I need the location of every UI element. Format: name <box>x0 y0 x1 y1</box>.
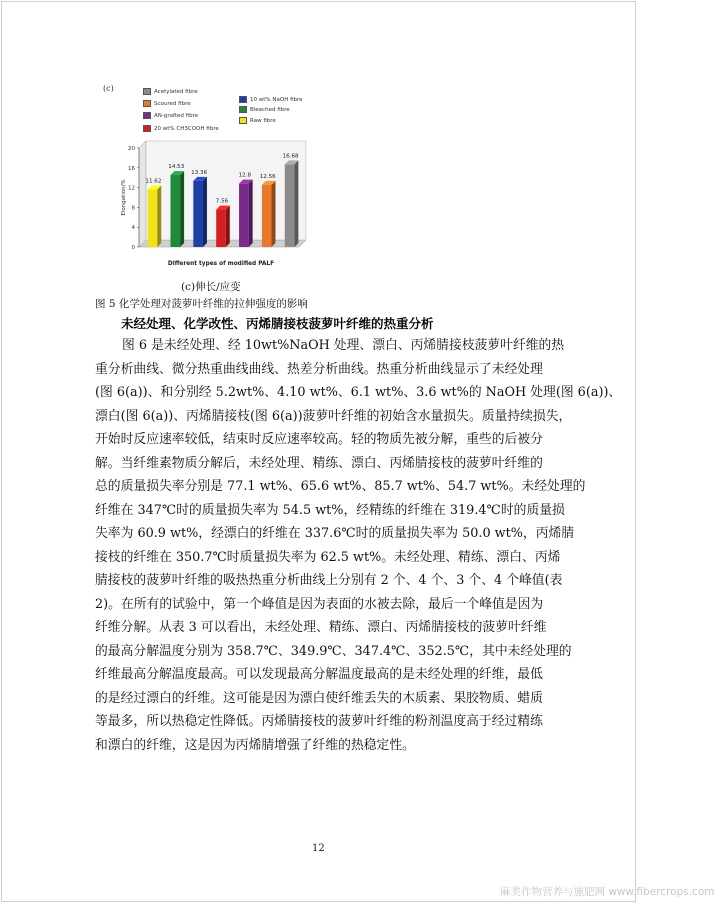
body-paragraph <box>95 334 622 757</box>
y-tick-label: 16 <box>128 165 135 172</box>
bar-value-label: 12.56 <box>259 173 276 180</box>
paragraph-line: 纤维分解。从表 3 可以看出，未经处理、精练、漂白、丙烯腈接枝的菠萝叶纤维 <box>95 620 547 635</box>
y-tick-label: 20 <box>128 146 135 152</box>
paragraph-line: 开始时反应速率较低，结束时反应速率较高。轻的物质先被分解，重些的后被分 <box>95 432 543 447</box>
bar-side <box>226 206 230 247</box>
paragraph-line: 的是经过漂白的纤维。这可能是因为漂白使纤维丢失的木质素、果胶物质、蜡质 <box>95 690 543 706</box>
bar-side <box>272 181 276 247</box>
figure-caption: 图 5 化学处理对菠萝叶纤维的拉伸强度的影响 <box>95 298 308 310</box>
legend-label: Raw fibre <box>250 117 276 124</box>
paragraph-line: 接枝的纤维在 350.7℃时质量损失率为 62.5 wt%。未经处理、精练、漂白、丙烯 <box>95 549 561 565</box>
y-tick-label: 0 <box>131 245 135 251</box>
elongation-bar-chart <box>103 84 323 274</box>
bar <box>239 184 249 247</box>
bar-value-label: 14.53 <box>168 164 185 171</box>
bar-value-label: 16.68 <box>282 153 299 160</box>
page-number: 12 <box>312 843 325 854</box>
paragraph-line: (图 6(a))、和分别经 5.2wt%、4.10 wt%、6.1 wt%、3.6 wt%的 NaOH 处理(图 6(a))、 <box>95 385 622 400</box>
y-tick-label: 12 <box>128 185 135 192</box>
y-tick-label: 4 <box>131 225 135 232</box>
bar-side <box>157 185 161 247</box>
paragraph-line: 纤维最高分解温度最高。可以发现最高分解温度最高的是未经处理的纤维，最低 <box>95 667 543 682</box>
bar-side <box>249 180 253 247</box>
paragraph-line: 图 6 是未经处理、经 10wt%NaOH 处理、漂白、丙烯腈接枝菠萝叶纤维的热 <box>122 338 565 353</box>
paragraph-line: 的最高分解温度分别为 358.7℃、349.9℃、347.4℃、352.5℃，其中未经处理的 <box>95 643 572 659</box>
bar-value-label: 13.36 <box>191 169 208 176</box>
legend-label: 10 wt% NaOH fibre <box>250 96 303 103</box>
paragraph-line: 纤维在 347℃时的质量损失率为 54.5 wt%，经精练的纤维在 319.4℃时的质量损 <box>95 502 565 518</box>
bar-side <box>180 171 184 247</box>
bar <box>193 181 203 247</box>
y-tick-label: 8 <box>131 205 135 212</box>
section-heading: 未经处理、化学改性、丙烯腈接枝菠萝叶纤维的热重分析 <box>121 316 434 331</box>
paragraph-line: 等最多，所以热稳定性降低。丙烯腈接枝的菠萝叶纤维的粉剂温度高于经过精练 <box>95 714 543 729</box>
paragraph-line: 重分析曲线、微分热重曲线曲线、热差分析曲线。热重分析曲线显示了未经处理 <box>95 361 543 377</box>
x-axis-label: Different types of modified PALF <box>167 261 275 267</box>
bar-value-label: 11.62 <box>145 178 162 185</box>
y-axis-label: Elongation/% <box>121 179 127 216</box>
paragraph-line: 总的质量损失率分别是 77.1 wt%、65.6 wt%、85.7 wt%、54.7 wt%。未经处理的 <box>95 479 586 494</box>
bar-side <box>294 160 298 247</box>
legend-label: Scoured fibre <box>154 100 191 107</box>
bar-value-label: 7.56 <box>215 198 229 205</box>
bar <box>285 164 295 247</box>
paragraph-line: 解。当纤维素物质分解后，未经处理、精练、漂白、丙烯腈接枝的菠萝叶纤维的 <box>95 455 543 471</box>
paragraph-line: 腈接枝的菠萝叶纤维的吸热热重分析曲线上分别有 2 个、4 个、3 个、4 个峰值(表 <box>95 573 563 588</box>
site-watermark: 麻类作物营养与施肥网 www.fibercrops.com <box>500 886 714 898</box>
legend-label: Bleached fibre <box>250 106 290 113</box>
legend-label: AN-grafted fibre <box>154 112 199 119</box>
legend-label: Acetylated fibre <box>154 88 198 95</box>
paragraph-line: 和漂白的纤维，这是因为丙烯腈增强了纤维的热稳定性。 <box>95 737 415 753</box>
bar-value-label: 12.8 <box>238 172 252 179</box>
paragraph-line: 2)。在所有的试验中，第一个峰值是因为表面的水被去除，最后一个峰值是因为 <box>95 596 544 612</box>
figure-subcaption: (c)伸长/应变 <box>181 281 241 293</box>
paragraph-line: 失率为 60.9 wt%，经漂白的纤维在 337.6℃时的质量损失率为 50.0 wt%，丙烯腈 <box>95 526 575 541</box>
figure-5c <box>103 84 323 274</box>
bar <box>148 189 158 247</box>
chart-side-wall <box>139 141 146 247</box>
panel-label: (c) <box>103 84 114 93</box>
bar-side <box>203 177 207 247</box>
bar <box>262 185 272 247</box>
legend-label: 20 wt% CH3COOH fibre <box>154 125 219 132</box>
paragraph-line: 漂白(图 6(a))、丙烯腈接枝(图 6(a))菠萝叶纤维的初始含水量损失。质量持续损失， <box>95 408 572 424</box>
bar <box>170 175 180 247</box>
bar <box>216 210 226 247</box>
